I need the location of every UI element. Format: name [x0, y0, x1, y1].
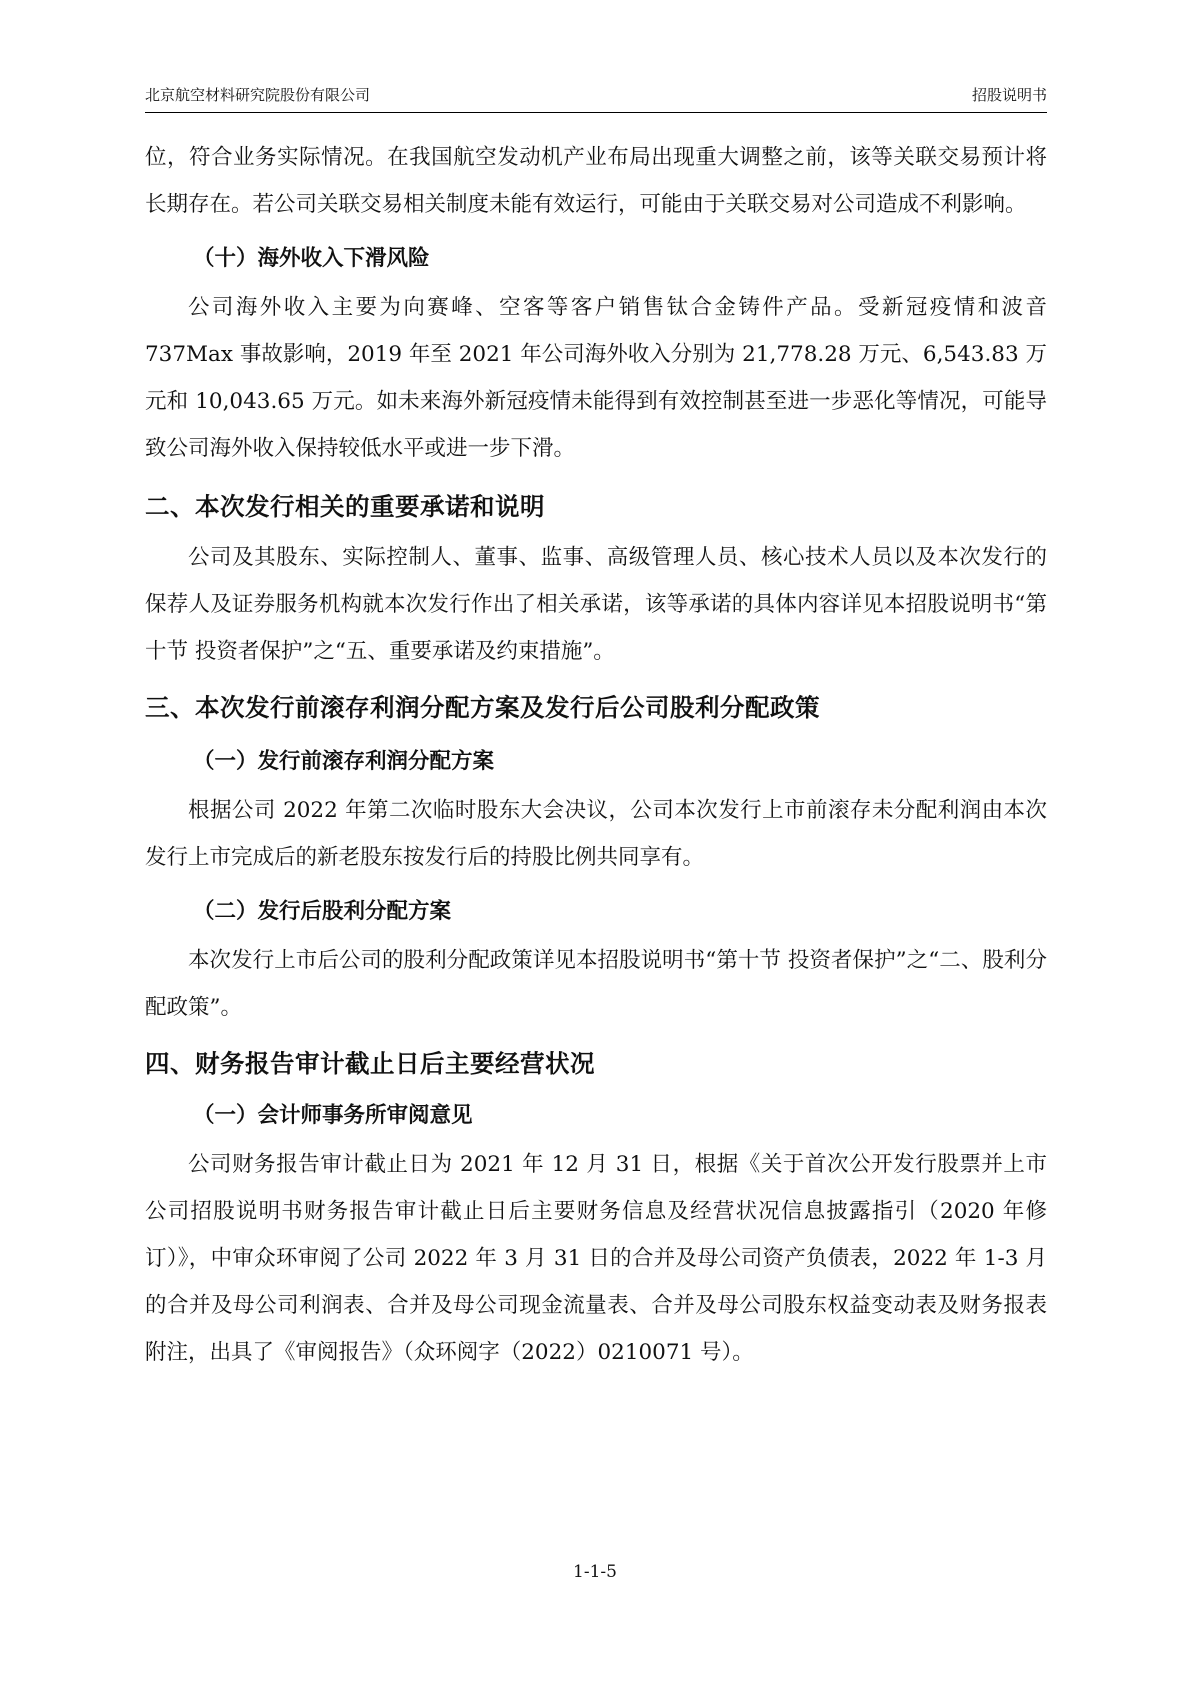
heading-post-issuance-dividend: （二）发行后股利分配方案	[193, 899, 452, 924]
paragraph-related-transactions-continued: 位，符合业务实际情况。在我国航空发动机产业布局出现重大调整之前，该等关联交易预计将长期存在。若公司关联交易相关制度未能有效运行，可能由于关联交易对公司造成不利影响。	[145, 145, 1047, 217]
heading-retained-profit-plan: （一）发行前滚存利润分配方案	[193, 749, 495, 774]
paragraph-accountant-review: 公司财务报告审计截止日为 2021 年 12 月 31 日，根据《关于首次公开发行股票并上市公司招股说明书财务报告审计截止日后主要财务信息及经营状况信息披露指引（2020 年修订）》，中审众环审阅了公司 2022 年 3 月 31 日的合并及母公司资产负债表，2022 年 1-3 月的合并及母公司利润表、合并及母公司现金流量表、合并及母公司股东权益变动表及财务报表附注，出具了《审阅报告》（众环阅字（2022）0210071 号）。	[145, 1152, 1047, 1365]
heading-accountant-review: （一）会计师事务所审阅意见	[193, 1103, 473, 1128]
paragraph-post-issuance-dividend: 本次发行上市后公司的股利分配政策详见本招股说明书“第十节 投资者保护”之“二、股利分配政策”。	[145, 948, 1047, 1020]
page-header	[145, 84, 1047, 113]
paragraph-retained-profit: 根据公司 2022 年第二次临时股东大会决议，公司本次发行上市前滚存未分配利润由本次发行上市完成后的新老股东按发行后的持股比例共同享有。	[145, 798, 1047, 870]
paragraph-overseas-revenue: 公司海外收入主要为向赛峰、空客等客户销售钛合金铸件产品。受新冠疫情和波音737Max 事故影响，2019 年至 2021 年公司海外收入分别为 21,778.28 万元、6,543.83 万元和 10,043.65 万元。如未来海外新冠疫情未能得到有效控制甚至进一步恶化等情况，可能导致公司海外收入保持较低水平或进一步下滑。	[145, 295, 1047, 461]
header-company-name: 北京航空材料研究院股份有限公司	[145, 86, 371, 104]
page-number: 1-1-5	[573, 1562, 617, 1582]
heading-overseas-revenue-risk: （十）海外收入下滑风险	[193, 246, 430, 271]
header-document-type: 招股说明书	[971, 86, 1047, 104]
heading-post-audit-operations: 四、财务报告审计截止日后主要经营状况	[145, 1049, 595, 1078]
heading-important-commitments: 二、本次发行相关的重要承诺和说明	[145, 492, 545, 521]
heading-dividend-policy: 三、本次发行前滚存利润分配方案及发行后公司股利分配政策	[145, 693, 820, 722]
paragraph-commitments: 公司及其股东、实际控制人、董事、监事、高级管理人员、核心技术人员以及本次发行的保荐人及证券服务机构就本次发行作出了相关承诺，该等承诺的具体内容详见本招股说明书“第十节 投资者保护”之“五、重要承诺及约束措施”。	[145, 545, 1047, 664]
page-body	[145, 134, 1047, 1376]
